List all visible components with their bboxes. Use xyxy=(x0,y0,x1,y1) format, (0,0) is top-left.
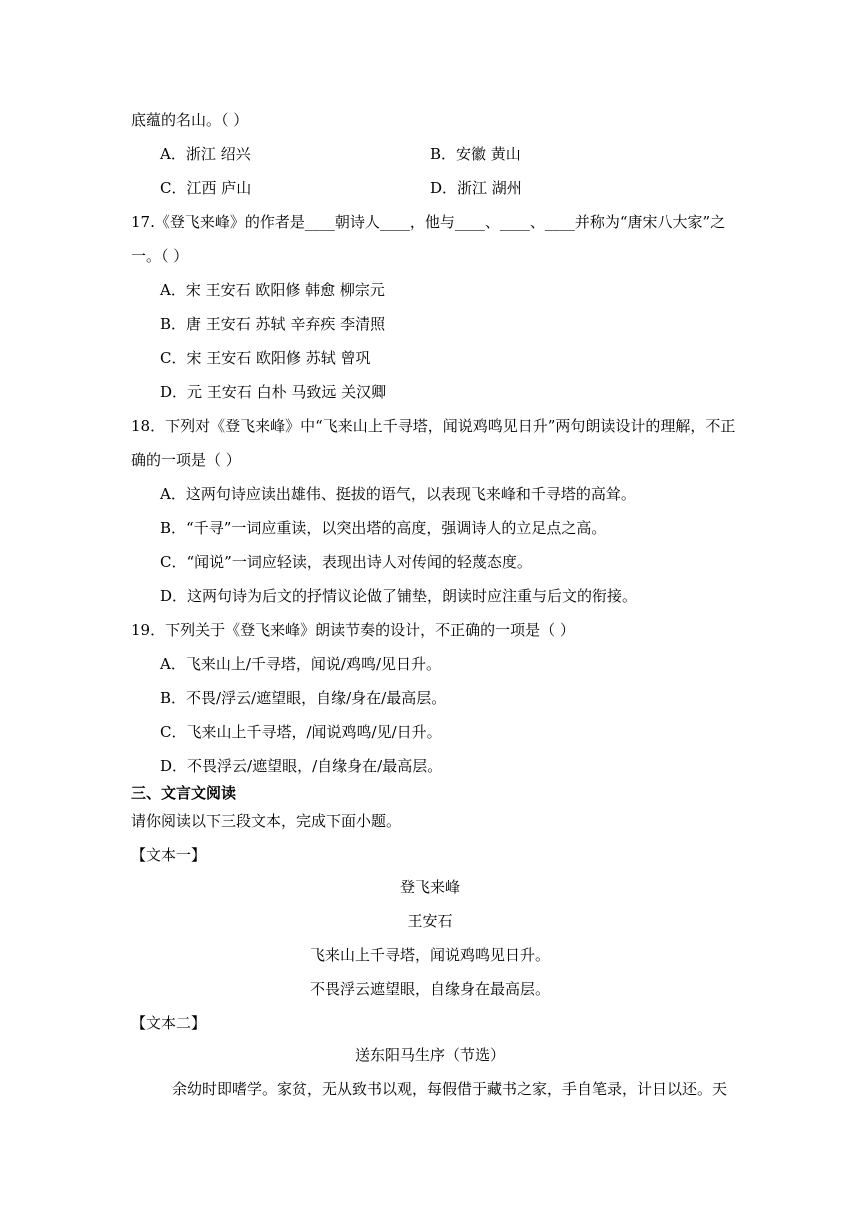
q17-option-c: C．宋 王安石 欧阳修 苏轼 曾巩 xyxy=(160,349,371,367)
text2-label: 【文本二】 xyxy=(131,1014,207,1032)
text2-paragraph: 余幼时即嗜学。家贫，无从致书以观，每假借于藏书之家，手自笔录，计日以还。天 xyxy=(172,1080,728,1098)
q19-option-a: A．飞来山上/千寻塔，闻说/鸡鸣/见日升。 xyxy=(160,655,441,673)
text2-title: 送东阳马生序（节选） xyxy=(354,1046,505,1064)
q19-option-c: C．飞来山上千寻塔，/闻说鸡鸣/见/日升。 xyxy=(160,723,442,741)
q17-stem-line2: 一。（ ） xyxy=(131,247,189,265)
q17-stem-line1: 17.《登飞来峰》的作者是____朝诗人____，他与____、____、____并称为“唐宋八大家”之 xyxy=(131,213,726,231)
poem-line-2: 不畏浮云遮望眼，自缘身在最高层。 xyxy=(309,980,550,998)
q18-option-c: C．“闻说”一词应轻读，表现出诗人对传闻的轻蔑态度。 xyxy=(160,553,532,571)
poem-line-1: 飞来山上千寻塔，闻说鸡鸣见日升。 xyxy=(309,946,550,964)
section-heading: 三、文言文阅读 xyxy=(131,784,237,802)
q18-option-d: D．这两句诗为后文的抒情议论做了铺垫，朗读时应注重与后文的衔接。 xyxy=(160,587,638,605)
q18-stem-line2: 确的一项是（ ） xyxy=(131,451,241,469)
q18-option-a: A．这两句诗应读出雄伟、挺拔的语气，以表现飞来峰和千寻塔的高耸。 xyxy=(160,485,636,503)
q16-option-a: A．浙江 绍兴 xyxy=(160,145,251,163)
q19-stem: 19．下列关于《登飞来峰》朗读节奏的设计，不正确的一项是（ ） xyxy=(131,621,575,639)
q16-option-c: C．江西 庐山 xyxy=(160,179,252,197)
poem-author: 王安石 xyxy=(407,912,453,930)
section-intro: 请你阅读以下三段文本，完成下面小题。 xyxy=(131,812,402,830)
q19-option-d: D．不畏浮云/遮望眼，/自缘身在/最高层。 xyxy=(160,757,443,775)
poem-title: 登飞来峰 xyxy=(399,878,460,896)
q17-option-a: A．宋 王安石 欧阳修 韩愈 柳宗元 xyxy=(160,281,385,299)
q16-option-d: D．浙江 湖州 xyxy=(430,179,522,197)
q18-stem-line1: 18．下列对《登飞来峰》中“飞来山上千寻塔，闻说鸡鸣见日升”两句朗读设计的理解，不正 xyxy=(131,417,736,435)
q18-option-b: B．“千寻”一词应重读，以突出塔的高度，强调诗人的立足点之高。 xyxy=(160,519,607,537)
text1-label: 【文本一】 xyxy=(131,846,207,864)
q17-option-b: B．唐 王安石 苏轼 辛弃疾 李清照 xyxy=(160,315,386,333)
q16-option-b: B．安徽 黄山 xyxy=(430,145,521,163)
q17-option-d: D．元 王安石 白朴 马致远 关汉卿 xyxy=(160,383,387,401)
q16-stem-continuation: 底蕴的名山。（ ） xyxy=(131,111,249,129)
q19-option-b: B．不畏/浮云/遮望眼，自缘/身在/最高层。 xyxy=(160,689,447,707)
